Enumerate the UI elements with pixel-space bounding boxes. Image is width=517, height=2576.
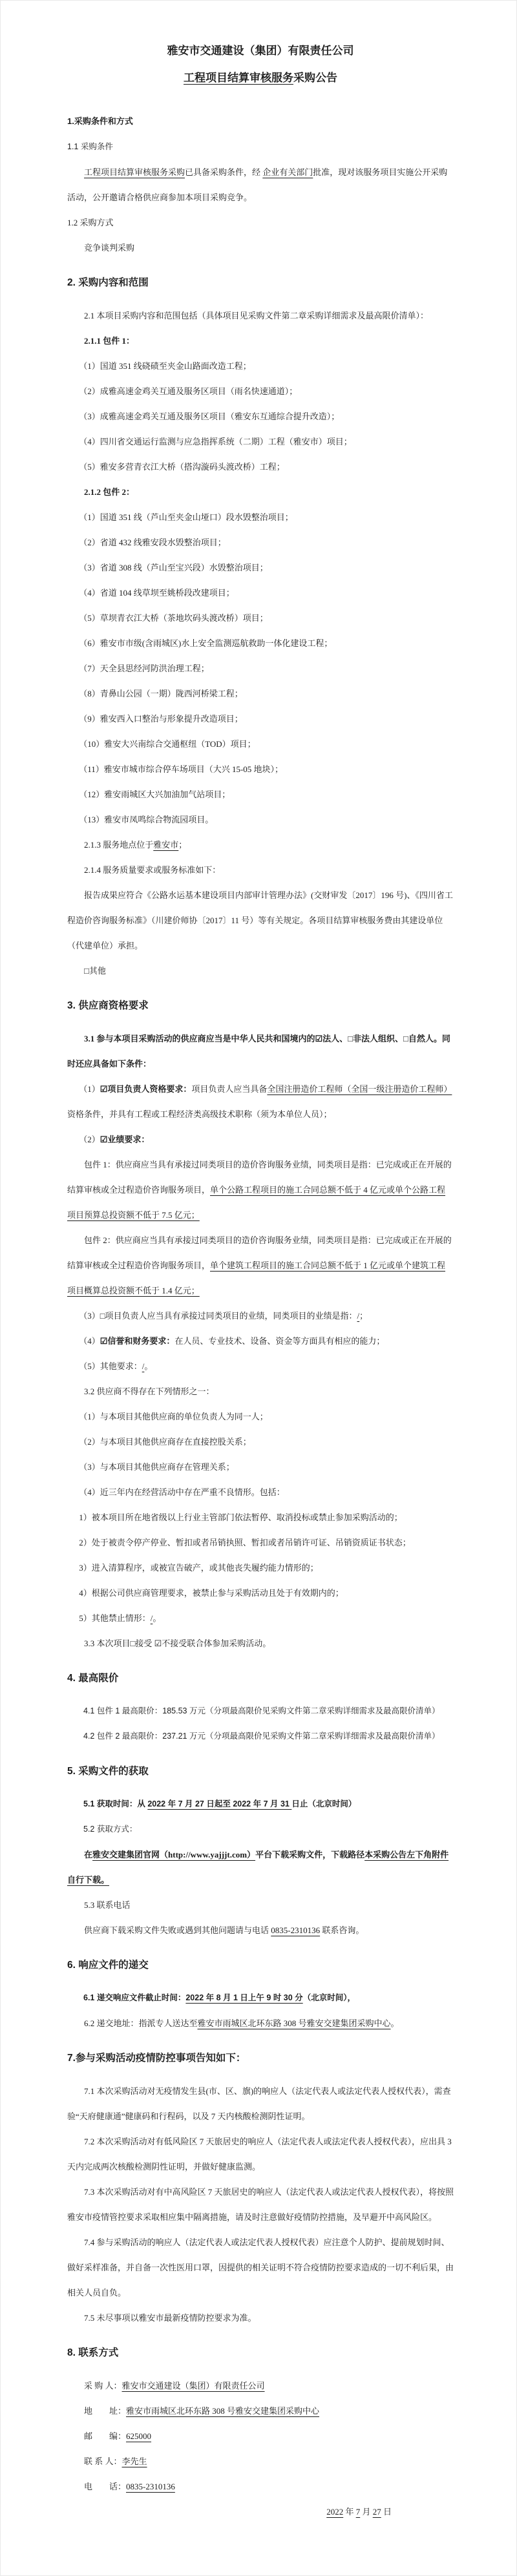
clause-3-2-sub-1-segment: 1）被本项目所在地省级以上行业主管部门依法暂停、取消投标或禁止参加采购活动的； xyxy=(79,1513,403,1522)
pkg1-item-2-segment: （2）成雅高速金鸡关互通及服务区项目（雨名快速通道）； xyxy=(79,386,298,396)
clause-2-1-4-heading-segment: 2.1.4 服务质量要求或服务标准如下： xyxy=(84,865,221,875)
clause-6-2-text-segment: 6.2 递交地址：指派专人送达至 xyxy=(84,2018,198,2028)
pkg2-item-5-segment: （5）草坝青衣江大桥（茶地坎码头渡改桥）项目； xyxy=(79,613,268,623)
clause-3-2-sub-5-segment: 5）其他禁止情形： xyxy=(79,1613,151,1623)
doc-title-org xyxy=(67,37,454,65)
contact-phone-segment: 电 话： xyxy=(84,2482,127,2491)
doc-title-org-segment: 雅安市交通建设（集团）有限责任公司 xyxy=(167,45,354,57)
clause-6-2-text-segment: 。 xyxy=(390,2018,399,2028)
clause-3-2-sub-4-segment: 4）根据公司供应商管理要求，被禁止参与采购活动且处于有效期内的； xyxy=(79,1588,344,1598)
clause-6-2-text-segment: 雅安市雨城区北环东路 308 号雅安交建集团采购中心 xyxy=(197,2018,391,2028)
clause-3-1-item-2 xyxy=(67,1127,454,1152)
clause-2-1-text-segment: 2.1 本项目采购内容和范围包括（具体项目见采购文件第二章采购详细需求及最高限价清单）： xyxy=(84,311,429,320)
section-5-heading xyxy=(67,1758,454,1785)
pkg1-item-4-segment: （4）四川省交通运行监测与应急指挥系统（二期）工程（雅安市）项目； xyxy=(79,437,352,446)
clause-7-4-text xyxy=(67,2230,454,2305)
section-4-heading xyxy=(67,1665,454,1692)
clause-3-1-item-3-segment: / xyxy=(357,1311,360,1321)
clause-3-2-sub-1 xyxy=(67,1505,454,1530)
clause-1-1-text-segment: 批准，现对该服务项目实施公开采购活动，公开邀请合格供应商参加本项目采购竞争。 xyxy=(67,167,448,202)
clause-3-2-item-1 xyxy=(67,1404,454,1429)
contact-person-segment: 李先生 xyxy=(121,2456,147,2466)
pkg2-item-8-segment: （8）青鼻山公园（一期）陇西河桥梁工程； xyxy=(79,689,243,698)
pkg1-item-5 xyxy=(67,454,454,479)
pkg2-item-12-segment: （12）雅安雨城区大兴加油加气站项目； xyxy=(79,790,231,799)
clause-3-2-item-3 xyxy=(67,1454,454,1480)
clause-3-1-item-3-segment: （3）□项目负责人应当具有承接过同类项目的业绩，同类项目的业绩是指： xyxy=(79,1311,357,1321)
pkg2-item-1 xyxy=(67,505,454,530)
pkg1-item-2 xyxy=(67,379,454,404)
clause-1-1-heading xyxy=(67,134,454,160)
announcement-date-segment: 月 xyxy=(360,2507,373,2517)
clause-4-2-text xyxy=(67,1724,454,1749)
clause-2-1-4-heading xyxy=(67,857,454,883)
clause-5-1-text-segment: 5.1 获取时间：从 xyxy=(83,1799,148,1808)
clause-1-1-text xyxy=(67,160,454,210)
clause-7-4-text-segment: 7.4 参与采购活动的响应人（法定代表人或法定代表人授权代表）应注意个人防护、提前规划时间、做好采样准备，并自备一次性医用口罩，因提供的相关证明不符合疫情防控要求造成的一切不利后果，由相关人员自负。 xyxy=(67,2237,454,2298)
contact-purchaser-segment: 采 购 人： xyxy=(84,2381,122,2391)
pkg2-item-2-segment: （2）省道 432 线雅安段水毁整治项目； xyxy=(79,538,226,547)
clause-5-3-text-segment: 供应商下载采购文件失败或遇到其他问题请与电话 xyxy=(84,1925,271,1935)
clause-3-1-item-5 xyxy=(67,1354,454,1379)
clause-5-1-text xyxy=(67,1792,454,1817)
clause-7-5-text-segment: 7.5 未尽事项以雅安市最新疫情防控要求为准。 xyxy=(84,2313,257,2323)
clause-5-2-heading-segment: 5.2 获取方式： xyxy=(83,1825,138,1834)
clause-3-2-item-4-segment: （4）近三年内在经营活动中存在严重不良情形。包括： xyxy=(79,1487,285,1497)
clause-1-2-text xyxy=(67,235,454,260)
doc-title-subject-segment: 采购公告 xyxy=(293,72,337,84)
contact-person xyxy=(67,2449,454,2474)
pkg2-item-13 xyxy=(67,807,454,832)
contact-purchaser-segment: 雅安市交通建设（集团）有限责任公司 xyxy=(121,2381,265,2391)
contact-address xyxy=(67,2398,454,2424)
section-2-heading xyxy=(67,269,454,297)
clause-7-5-text xyxy=(67,2305,454,2330)
pkg2-item-10 xyxy=(67,731,454,757)
pkg2-item-3 xyxy=(67,555,454,580)
clause-1-2-heading xyxy=(67,210,454,235)
clause-3-1-pkg1-perf-segment: 包件 1：供应商应当具有承接过同类项目的造价咨询服务业绩，同类项目是指：已完成或正在开展的结算审核或全过程造价咨询服务项目， xyxy=(67,1160,452,1195)
clause-3-1-item-4-segment: 在人员、专业技术、设备、资金等方面具有相应的能力； xyxy=(174,1336,385,1346)
clause-2-1-3-text-segment: 2.1.3 服务地点位于 xyxy=(84,840,154,850)
clause-5-3-heading xyxy=(67,1892,454,1918)
clause-6-1-text xyxy=(67,1985,454,2011)
pkg2-item-7-segment: （7）天全县思经河防洪治理工程； xyxy=(79,664,209,673)
pkg2-item-9 xyxy=(67,706,454,731)
pkg2-item-4 xyxy=(67,580,454,605)
contact-address-segment: 雅安市雨城区北环东路 308 号雅安交建集团采购中心 xyxy=(126,2406,320,2416)
section-6-heading xyxy=(67,1952,454,1979)
clause-5-3-text xyxy=(67,1918,454,1943)
clause-3-1-item-3-segment: ； xyxy=(359,1311,368,1321)
clause-3-2-sub-5-segment: / xyxy=(150,1613,153,1623)
clause-5-1-text-segment: 日止（北京时间） xyxy=(291,1799,357,1808)
clause-5-2-text xyxy=(67,1842,454,1892)
section-3-heading xyxy=(67,992,454,1020)
clause-3-2-sub-5 xyxy=(67,1606,454,1631)
section-7-heading xyxy=(67,2045,454,2072)
clause-5-2-text-segment: 平台下载采购文件，下载路径 xyxy=(255,1850,365,1859)
clause-3-2-item-4 xyxy=(67,1480,454,1505)
announcement-date-segment: 日 xyxy=(381,2507,392,2517)
section-1-heading xyxy=(67,109,454,134)
clause-2-1-1-heading-segment: 2.1.1 包件 1： xyxy=(84,336,135,346)
clause-7-2-text xyxy=(67,2129,454,2179)
clause-3-1-item-5-segment: （5）其他要求： xyxy=(79,1361,142,1371)
section-8-heading xyxy=(67,2340,454,2367)
clause-5-3-heading-segment: 5.3 联系电话 xyxy=(84,1900,131,1910)
clause-5-3-text-segment: 联系咨询。 xyxy=(320,1925,364,1935)
pkg1-item-4 xyxy=(67,429,454,454)
clause-2-1-4-text-segment: 报告成果应符合《公路水运基本建设项目内部审计管理办法》(交财审发〔2017〕196 号)、《四川省工程造价咨询服务标准》（川建价师协〔2017〕11 号）等有关规定。各项目结算审核服务费由其建设单位（代建单位）承担。 xyxy=(67,890,453,950)
clause-6-1-text-segment: （北京时间）， xyxy=(302,1993,355,2002)
contact-phone-segment: 0835-2310136 xyxy=(126,2482,175,2491)
section-5-heading-segment: 5. 采购文件的获取 xyxy=(67,1766,149,1777)
clause-6-1-text-segment: 6.1 递交响应文件截止时间： xyxy=(83,1993,186,2002)
section-3-heading-segment: 3. 供应商资格要求 xyxy=(67,1000,149,1011)
clause-3-1-text xyxy=(67,1026,454,1076)
pkg1-item-5-segment: （5）雅安多营青衣江大桥（搭沟漩码头渡改桥）工程； xyxy=(79,462,285,472)
clause-3-3-text xyxy=(67,1631,454,1656)
clause-2-1-1-heading xyxy=(67,328,454,353)
pkg2-item-11-segment: （11）雅安市城市综合停车场项目（大兴 15-05 地块）； xyxy=(79,764,284,774)
clause-5-2-text-segment: 在 xyxy=(84,1850,93,1859)
clause-4-1-text xyxy=(67,1699,454,1724)
pkg2-item-13-segment: （13）雅安市凤鸣综合物流园项目。 xyxy=(79,815,214,824)
clause-3-1-item-1-segment: 项目负责人应当具备 xyxy=(191,1084,268,1094)
clause-3-1-pkg1-perf xyxy=(67,1152,454,1228)
pkg2-item-1-segment: （1）国道 351 线（芦山至夹金山垭口）段水毁整治项目； xyxy=(79,512,293,522)
pkg1-item-3-segment: （3）成雅高速金鸡关互通及服务区项目（雅安东互通综合提升改造）； xyxy=(79,412,340,421)
pkg1-item-3 xyxy=(67,404,454,429)
clause-2-other-checkbox-segment: □其他 xyxy=(84,966,106,976)
clause-2-1-2-heading-segment: 2.1.2 包件 2： xyxy=(84,487,135,497)
section-8-heading-segment: 8. 联系方式 xyxy=(67,2347,119,2358)
clause-4-2-text-segment: 4.2 包件 2 最高限价：237.21 万元（分项最高限价见采购文件第二章采购详细需求及最高限价清单） xyxy=(83,1732,440,1741)
section-2-heading-segment: 2. 采购内容和范围 xyxy=(67,277,149,288)
pkg2-item-3-segment: （3）省道 308 线（芦山至宝兴段）水毁整治项目； xyxy=(79,563,268,572)
clause-1-1-heading-segment: 1.1 采购条件 xyxy=(67,142,113,151)
clause-6-1-text-segment: 2022 年 8 月 1 日上午 9 时 30 分 xyxy=(185,1993,303,2002)
pkg2-item-2 xyxy=(67,530,454,555)
clause-3-1-item-4-segment: （4） xyxy=(79,1336,100,1346)
clause-3-1-item-2-segment: ☑业绩要求： xyxy=(100,1135,150,1144)
clause-3-2-sub-3 xyxy=(67,1555,454,1580)
clause-3-2-sub-2-segment: 2）处于被责令停产停业、暂扣或者吊销执照、暂扣或者吊销许可证、吊销资质证书状态； xyxy=(79,1538,411,1547)
contact-person-segment: 联 系 人： xyxy=(84,2456,122,2466)
pkg1-item-1-segment: （1）国道 351 线硗碛至夹金山路面改造工程； xyxy=(79,361,251,371)
pkg2-item-6-segment: （6）雅安市市级(含雨城区)水上安全监测巡航救助一体化建设工程； xyxy=(79,638,333,648)
clause-3-2-sub-4 xyxy=(67,1580,454,1606)
clause-3-2-sub-2 xyxy=(67,1530,454,1555)
announcement-date-segment: 7 xyxy=(355,2507,361,2517)
announcement-date-segment: 2022 xyxy=(326,2507,344,2517)
clause-3-2-item-1-segment: （1）与本项目其他供应商的单位负责人为同一人； xyxy=(79,1412,268,1421)
clause-4-1-text-segment: 4.1 包件 1 最高限价：185.53 万元（分项最高限价见采购文件第二章采购详细需求及最高限价清单） xyxy=(83,1706,440,1715)
clause-5-1-text-segment: 2022 年 7 月 27 日起至 2022 年 7 月 31 xyxy=(147,1799,292,1808)
contact-purchaser xyxy=(67,2373,454,2398)
clause-5-3-text-segment: 0835-2310136 xyxy=(271,1925,321,1935)
clause-2-1-3-text xyxy=(67,832,454,857)
clause-5-2-heading xyxy=(67,1817,454,1842)
clause-3-1-item-3 xyxy=(67,1303,454,1328)
pkg2-item-10-segment: （10）雅安大兴南综合交通枢纽（TOD）项目； xyxy=(79,739,256,749)
section-4-heading-segment: 4. 最高限价 xyxy=(67,1673,119,1684)
clause-7-1-text-segment: 7.1 本次采购活动对无疫情发生县(市、区、旗)的响应人（法定代表人或法定代表人授权代表），需查验“天府健康通”健康码和行程码，以及 7 天内核酸检测阴性证明。 xyxy=(67,2086,451,2121)
clause-1-2-text-segment: 竞争谈判采购 xyxy=(84,243,135,253)
contact-postcode-segment: 625000 xyxy=(126,2431,152,2441)
clause-3-1-item-1-segment: ☑项目负责人资格要求： xyxy=(100,1084,192,1094)
clause-3-3-text-segment: 3.3 本次项目□接受 ☑不接受联合体参加采购活动。 xyxy=(84,1639,271,1648)
clause-2-1-3-text-segment: ； xyxy=(178,840,187,850)
clause-3-1-item-1-segment: 资格条件，并具有工程或工程经济类高级技术职称（须为本单位人员）； xyxy=(67,1109,332,1119)
clause-1-1-text-segment: 已具备采购条件，经 xyxy=(185,167,263,177)
pkg2-item-7 xyxy=(67,656,454,681)
contact-postcode-segment: 邮 编： xyxy=(84,2431,127,2441)
clause-2-other-checkbox xyxy=(67,958,454,983)
clause-3-1-pkg2-perf-segment: 单个建筑工程项目的施工合同总额不低于 1 亿元或单个建筑工程项目概算总投资额不低于 1.4 亿元； xyxy=(67,1261,446,1295)
clause-3-2-sub-5-segment: 。 xyxy=(153,1613,162,1623)
announcement-date-segment: 年 xyxy=(343,2507,356,2517)
clause-3-1-item-1 xyxy=(67,1076,454,1127)
pkg2-item-11 xyxy=(67,757,454,782)
section-6-heading-segment: 6. 响应文件的递交 xyxy=(67,1960,149,1971)
clause-3-1-item-1-segment: 全国注册造价工程师（全国一级注册造价工程师） xyxy=(267,1084,452,1094)
clause-3-1-pkg1-perf-segment: 单个公路工程项目的施工合同总额不低于 4 亿元或单个公路工程项目预算总投资额不低于 7.5 亿元； xyxy=(67,1185,446,1220)
contact-phone xyxy=(67,2474,454,2499)
clause-1-1-text-segment: 企业有关部门 xyxy=(262,167,313,177)
doc-title-subject xyxy=(67,65,454,92)
clause-3-2-sub-3-segment: 3）进入清算程序，或被宣告破产，或其他丧失履约能力情形的； xyxy=(79,1563,319,1573)
clause-3-1-item-1-segment: （1） xyxy=(79,1084,100,1094)
pkg2-item-8 xyxy=(67,681,454,706)
clause-2-1-text xyxy=(67,303,454,328)
clause-5-2-text-segment: 本采购公告左下角附件自行下载。 xyxy=(67,1850,449,1885)
pkg2-item-5 xyxy=(67,605,454,631)
clause-2-1-2-heading xyxy=(67,479,454,505)
clause-3-2-heading xyxy=(67,1379,454,1404)
clause-3-1-pkg2-perf xyxy=(67,1228,454,1303)
clause-3-1-item-5-segment: / xyxy=(142,1361,145,1371)
clause-3-2-heading-segment: 3.2 供应商不得存在下列情形之一： xyxy=(84,1387,215,1396)
clause-6-2-text xyxy=(67,2011,454,2036)
clause-7-1-text xyxy=(67,2079,454,2129)
contact-postcode xyxy=(67,2424,454,2449)
announcement-date xyxy=(67,2499,454,2524)
section-7-heading-segment: 7.参与采购活动疫情防控事项告知如下： xyxy=(67,2053,246,2064)
clause-1-2-heading-segment: 1.2 采购方式 xyxy=(67,218,114,227)
clause-7-2-text-segment: 7.2 本次采购活动对有低风险区 7 天旅居史的响应人（法定代表人或法定代表人授权代表），应出具 3 天内完成两次核酸检测阴性证明，并做好健康监测。 xyxy=(67,2137,452,2172)
clause-2-1-4-text xyxy=(67,883,454,958)
doc-title-subject-segment: 工程项目结算审核服务 xyxy=(184,72,293,84)
clause-3-1-pkg2-perf-segment: 包件 2：供应商应当具有承接过同类项目的造价咨询服务业绩，同类项目是指：已完成或正在开展的结算审核或全过程造价咨询服务项目， xyxy=(67,1235,452,1270)
clause-2-1-3-text-segment: 雅安市 xyxy=(153,840,179,850)
clause-3-2-item-3-segment: （3）与本项目其他供应商存在管理关系； xyxy=(79,1462,235,1472)
pkg2-item-12 xyxy=(67,782,454,807)
announcement-date-segment: 27 xyxy=(372,2507,381,2517)
clause-7-3-text-segment: 7.3 本次采购活动对有中高风险区 7 天旅居史的响应人（法定代表人或法定代表人授权代表），将按照雅安市疫情管控要求采取相应集中隔离措施，请及时注意做好疫情防控措施，及早避开中高风险区。 xyxy=(67,2187,454,2222)
clause-5-2-text-segment: 雅安交建集团官网（http://www.yajjjt.com） xyxy=(92,1850,256,1859)
pkg2-item-6 xyxy=(67,631,454,656)
clause-3-2-item-2 xyxy=(67,1429,454,1454)
clause-3-2-item-2-segment: （2）与本项目其他供应商存在直接控股关系； xyxy=(79,1437,251,1447)
pkg2-item-4-segment: （4）省道 104 线草坝至姚桥段改建项目； xyxy=(79,588,235,598)
clause-3-1-item-2-segment: （2） xyxy=(79,1135,100,1144)
clause-3-1-text-segment: 3.1 参与本项目采购活动的供应商应当是中华人民共和国境内的☑法人、□非法人组织、□自然人。同时还应具备如下条件： xyxy=(67,1034,450,1069)
clause-3-1-item-4 xyxy=(67,1328,454,1354)
contact-address-segment: 地 址： xyxy=(84,2406,127,2416)
clause-3-1-item-5-segment: 。 xyxy=(144,1361,153,1371)
clause-3-1-item-4-segment: ☑信誉和财务要求： xyxy=(100,1336,175,1346)
clause-7-3-text xyxy=(67,2179,454,2230)
pkg1-item-1 xyxy=(67,353,454,379)
pkg2-item-9-segment: （9）雅安西入口整治与形象提升改造项目； xyxy=(79,714,243,724)
clause-1-1-text-segment: 工程项目结算审核服务采购 xyxy=(84,167,185,177)
section-1-heading-segment: 1.采购条件和方式 xyxy=(67,116,133,126)
